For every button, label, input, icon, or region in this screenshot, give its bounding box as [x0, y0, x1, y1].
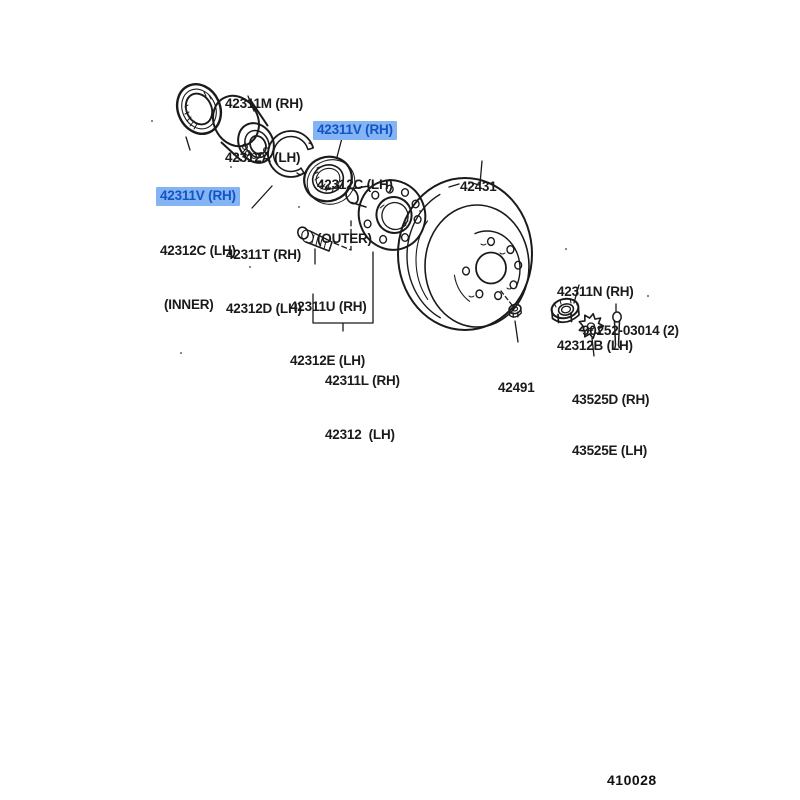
part-number-42312A-lh[interactable]: 42312A (LH): [225, 150, 301, 165]
part-number-42312E-lh[interactable]: 42312E (LH): [290, 353, 366, 368]
part-number-42312C-lh-inner[interactable]: 42312C (LH): [160, 243, 236, 258]
part-number-90252-03014[interactable]: 90252-03014 (2): [582, 323, 679, 338]
part-number-42311U-rh[interactable]: 42311U (RH): [290, 299, 367, 314]
disc-bolt-holes: [463, 238, 522, 300]
part-number-42311V-rh-inner-highlighted[interactable]: 42311V (RH): [156, 187, 240, 206]
leader-hub-nut: [515, 321, 518, 342]
part-number-42312B-lh[interactable]: 42312B (LH): [557, 338, 633, 353]
part-number-42312D-lh[interactable]: 42312D (LH): [226, 301, 302, 316]
label-hub-nut: [498, 343, 535, 433]
label-hub-assembly: [325, 336, 400, 480]
part-number-42312C-lh-outer[interactable]: 42312C (LH): [317, 177, 393, 192]
dashed-leader-nut: [501, 291, 512, 305]
part-number-42311V-rh-outer-highlighted[interactable]: 42311V (RH): [313, 121, 397, 140]
part-number-42311N-rh[interactable]: 42311N (RH): [557, 284, 634, 299]
part-number-42491[interactable]: 42491: [498, 380, 535, 395]
label-outer-seal: [317, 85, 397, 284]
part-number-42431[interactable]: 42431: [460, 179, 497, 194]
label-outer-qualifier: (OUTER): [317, 231, 372, 246]
part-number-42311T-rh[interactable]: 42311T (RH): [226, 247, 302, 262]
part-number-43525D-rh[interactable]: 43525D (RH): [572, 392, 650, 407]
part-number-43525E-lh[interactable]: 43525E (LH): [572, 443, 648, 458]
part-number-42311M-rh[interactable]: 42311M (RH): [225, 96, 304, 111]
label-lock-cap: [572, 357, 649, 493]
drawing-number: 410028: [607, 772, 657, 788]
part-number-42312-lh[interactable]: 42312 (LH): [325, 427, 395, 442]
leader-inner-seal: [186, 137, 190, 150]
label-disc: [460, 142, 497, 232]
label-inner-qualifier: (INNER): [164, 297, 214, 312]
inner-seal-drawing: [169, 77, 229, 141]
part-number-42311L-rh[interactable]: 42311L (RH): [325, 373, 400, 388]
